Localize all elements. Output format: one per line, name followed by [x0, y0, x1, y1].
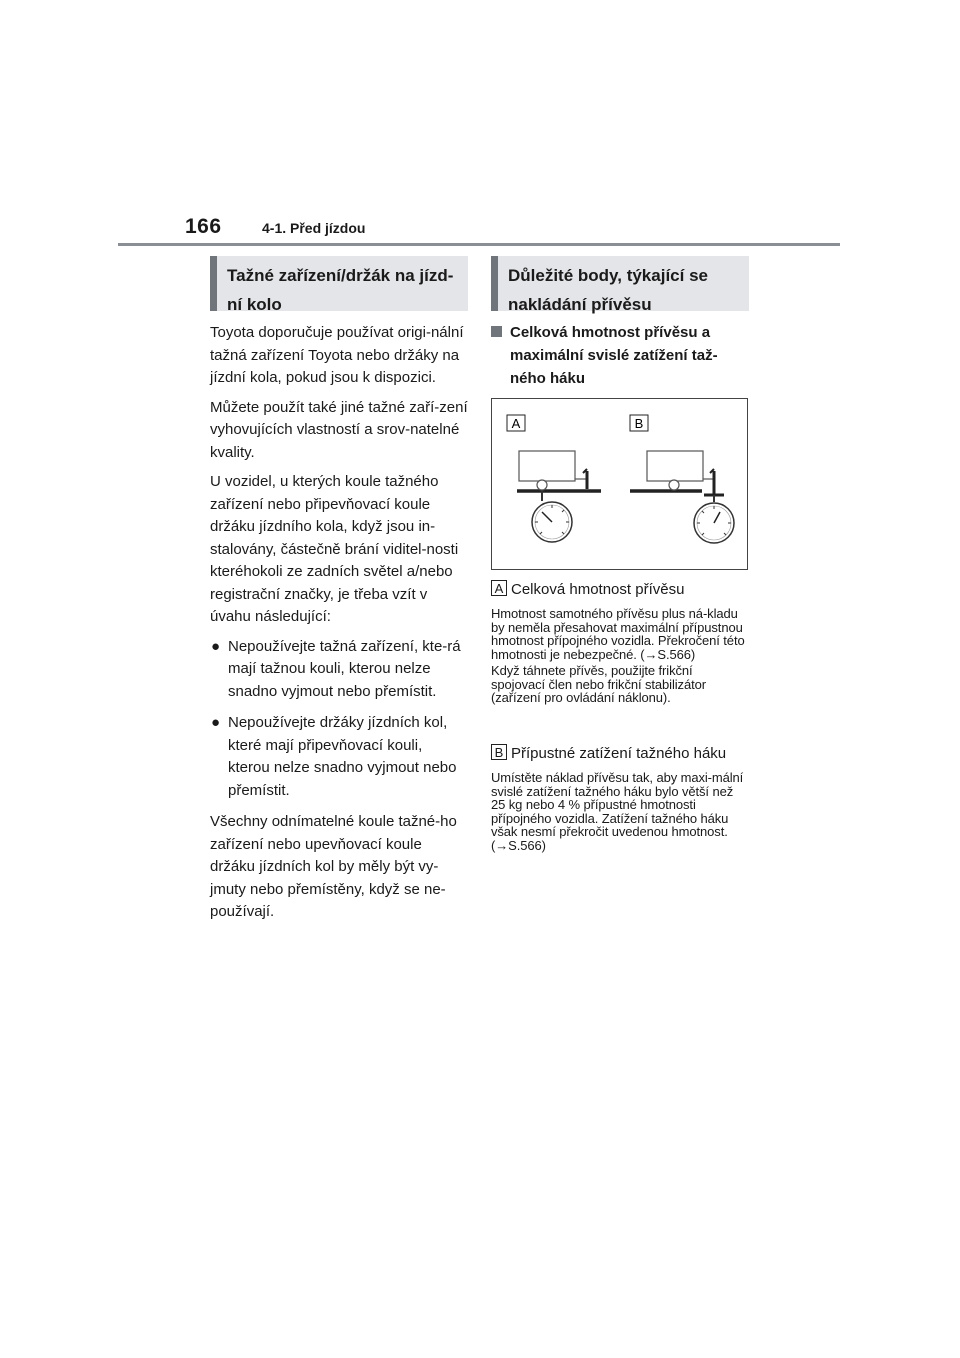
- trailer-a-icon: [517, 451, 601, 542]
- definition-b: [491, 744, 749, 855]
- label-a-text: A: [511, 416, 521, 431]
- section-title: 4-1. Před jízdou: [262, 220, 366, 236]
- bullet-text: Nepoužívejte tažná zařízení, kte-rá mají tažnou kouli, kterou nelze snadno vyjmout nebo přemístit.: [228, 637, 461, 700]
- trailer-weight-figure: [491, 398, 748, 570]
- left-heading-text: Tažné zařízení/držák na jízd-ní kolo: [227, 266, 454, 314]
- right-column: [491, 321, 749, 390]
- definition-b-body: Umístěte náklad přívěsu tak, aby maxi-mální svislé zatížení tažného háku bylo větší než 25 kg nebo 4 % přípustné hmotnosti přípojného vozidla. Zatížení tažného háku však nesmí překročit uvedenou hmotnost. (→S.566): [491, 770, 744, 853]
- bullet-text: Nepoužívejte držáky jízdních kol, které mají připevňovací kouli, kterou nelze snadno vyjmout nebo přemístit.: [228, 714, 457, 799]
- closing-paragraph: Všechny odnímatelné koule tažné-ho zařízení nebo upevňovací koule držáku jízdních kol by měly být vy-jmuty nebo přemístěny, když se ne-používají.: [210, 813, 457, 920]
- definition-b-title: [491, 744, 749, 764]
- right-heading-text: Důležité body, týkající se nakládání přívěsu: [508, 266, 708, 314]
- definition-a-title-text: Celková hmotnost přívěsu: [511, 581, 685, 598]
- trailer-b-icon: [630, 451, 734, 543]
- page-number: 166: [185, 215, 222, 238]
- bullet-dot-icon: ●: [211, 637, 221, 655]
- left-column: [210, 322, 468, 931]
- definition-a: [491, 580, 749, 708]
- bullet-item: [210, 636, 468, 704]
- bullet-item: [210, 712, 468, 802]
- label-b-marker: B: [491, 744, 507, 760]
- sub-heading-text: Celková hmotnost přívěsu a maximální svislé zatížení taž-ného háku: [510, 324, 718, 387]
- sub-heading: [491, 321, 749, 390]
- square-bullet-icon: [491, 326, 502, 337]
- left-section-heading: [210, 256, 468, 314]
- definition-b-title-text: Přípustné zatížení tažného háku: [511, 745, 727, 762]
- label-b-text: B: [634, 416, 644, 431]
- bullet-dot-icon: ●: [211, 714, 221, 731]
- label-a-marker: A: [491, 580, 507, 596]
- definition-a-title: [491, 580, 749, 600]
- paragraph: U vozidel, u kterých koule tažného zařízení nebo připevňovací koule držáku jízdního kola, když jsou in-stalovány, částečně brání viditel-nosti kteréhokoli ze zadních světel a/nebo registrační značky, je třeba vzít v úvahu následující:: [210, 473, 459, 625]
- right-section-heading: [491, 256, 749, 314]
- trailer-diagram: [492, 399, 747, 569]
- definition-a-body: Hmotnost samotného přívěsu plus ná-kladu by neměla přesahovat maximální přípustnou hmotnost přípojného vozidla. Překročení této hmotnosti je nebezpečné. (→S.566): [491, 606, 745, 662]
- paragraph: Toyota doporučuje používat origi-nální tažná zařízení Toyota nebo držáky na jízdní kola, pokud jsou k dispozici.: [210, 324, 464, 386]
- header-rule: [118, 243, 840, 246]
- paragraph: Můžete použít také jiné tažné zaří-zení vyhovujících vlastností a srov-natelné kvality.: [210, 398, 468, 461]
- definition-a-body-2: Když táhnete přívěs, použijte frikční spojovací člen nebo frikční stabilizátor (zařízení pro ovládání náklonu).: [491, 663, 706, 705]
